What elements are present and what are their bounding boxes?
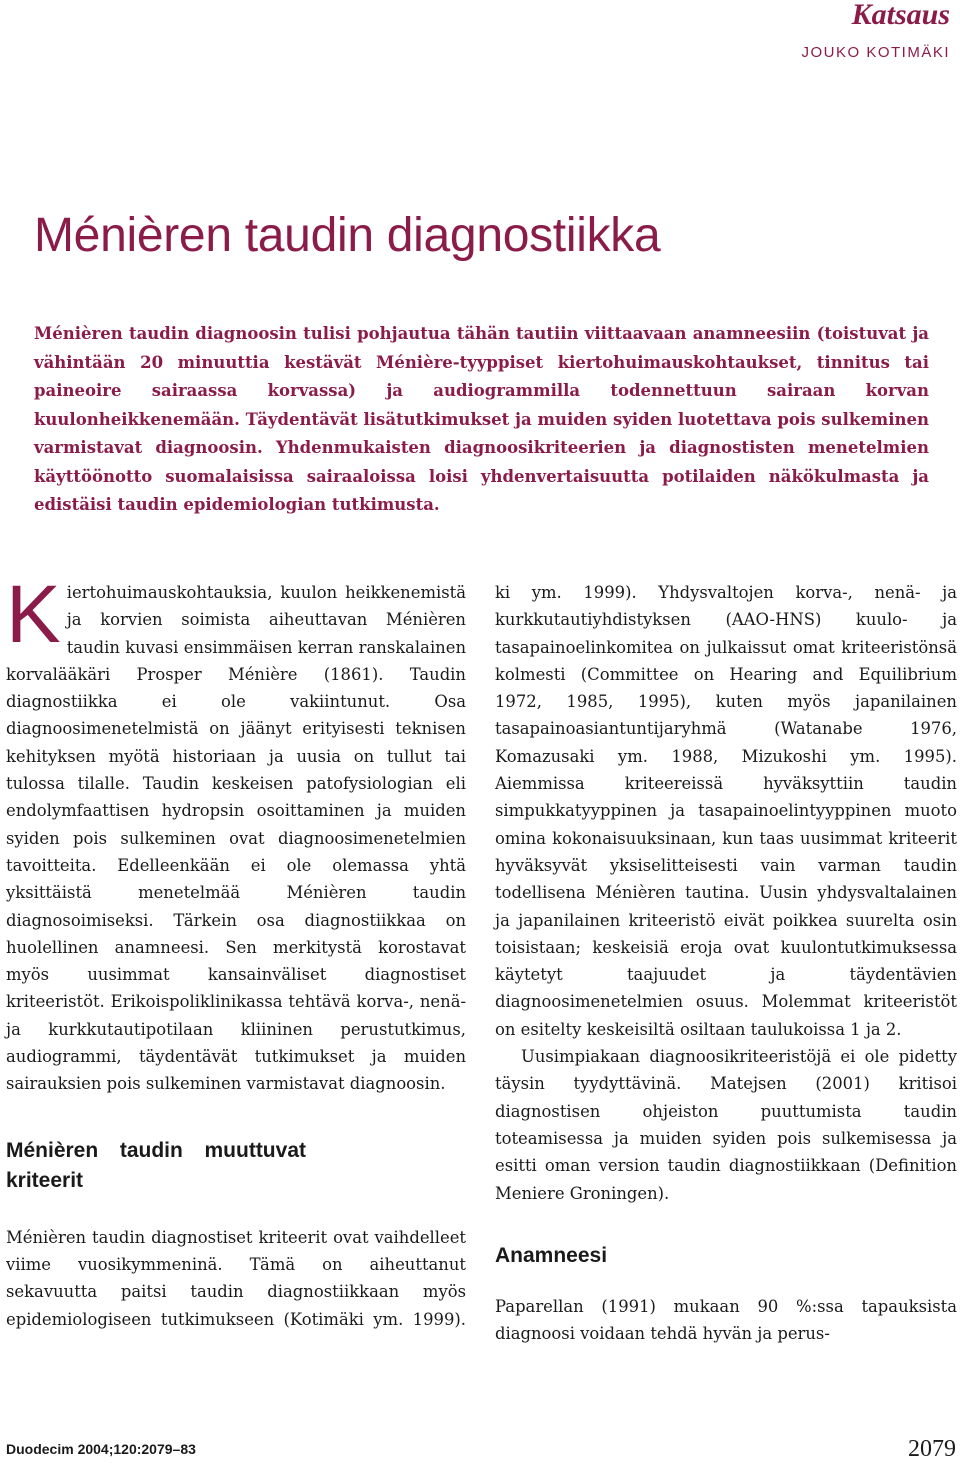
article-title: Ménièren taudin diagnostiikka [34,209,661,262]
intro-paragraph [6,569,466,1098]
criteria-paragraph: Ménièren taudin diagnostiset kriteerit ovat vaihdelleet viime vuosikymmeninä. Tämä on aiheuttanut sekavuutta paitsi taudin diagnostiikkaan myös epidemiologiseen tutkimukseen (Kotimäki ym. 1999). [6,1227,466,1329]
drop-cap: K [6,569,61,660]
subheading-criteria: Ménièren taudin muuttuvat kriteerit [6,1138,306,1192]
body-column-left [6,569,466,1332]
body-column-right [495,579,957,1347]
subheading-anamnesis: Anamneesi [495,1243,608,1267]
page-number: 2079 [908,1436,956,1462]
section-label: Katsaus [851,0,950,31]
intro-text: iertohuimauskohtauksia, kuulon heikkenemistä ja korvien soimista aiheuttavan Ménièren taudin kuvasi ensimmäisen kerran ranskalainen korvalääkäri Prosper Ménière (1861). Taudin diagnostiikka ei ole vakiintunut. Osa diagnoosimenetelmistä on jäänyt erityisesti teknisen kehityksen myötä historiaan ja uusia on tullut tai tulossa tilalle. Taudin keskeisen patofysiologian eli endolymfaattisen hydropsin osoittaminen ja muiden syiden pois sulkeminen ovat diagnoosimenetelmien tavoitteita. Edelleenkään ei ole olemassa yhtä yksittäistä menetelmää Ménièren taudin diagnosoimiseksi. Tärkein osa diagnostiikkaa on huolellinen anamneesi. Sen merkitystä korostavat myös uusimmat kansainväliset diagnostiset kriteeristöt. Erikoispoliklinikassa tehtävä korva-, nenä- ja kurkkutautipotilaan kliininen perustutkimus, audiogrammi, täydentävät tutkimukset ja muiden sairauksien pois sulkeminen varmistavat diagnoosin. [6,583,466,1094]
abstract: Ménièren taudin diagnoosin tulisi pohjautua tähän tautiin viittaavaan anamneesiin (toistuvat ja vähintään 20 minuuttia kestävät Ménière-tyyppiset kiertohuimauskohtaukset, tinnitus tai paineoire sairaassa korvassa) ja audiogrammilla todennettuun sairaan korvan kuulonheikkenemään. Täydentävät lisätutkimukset ja muiden syiden luotettava pois sulkeminen varmistavat diagnoosin. Yhdenmukaisten diagnoosikriteerien ja diagnostisten menetelmien käyttöönotto suomalaisissa sairaaloissa loisi yhdenvertaisuutta potilaiden näkökulmasta ja edistäisi taudin epidemiologian tutkimusta. [34,324,929,514]
footer-citation: Duodecim 2004;120:2079–83 [6,1441,196,1457]
author-name: JOUKO KOTIMÄKI [801,44,950,61]
criteria-paragraph-continued: ki ym. 1999). Yhdysvaltojen korva-, nenä- ja kurkkutautiyhdistyksen (AAO-HNS) kuulo- ja tasapainoelinkomitea on julkaissut omat kriteeristönsä kolmesti (Committee on Hearing and Equilibrium 1972, 1985, 1995), kuten myös japanilainen tasapainoasiantuntijaryhmä (Watanabe 1976, Komazusaki ym. 1988, Mizukoshi ym. 1995). Aiemmissa kriteereissä hyväksyttiin taudin simpukkatyyppinen ja tasapainoelintyyppinen muoto omina kokonaisuuksinaan, kun taas uusimmat kriteerit hyväksyvät yksiselitteisesti vain varman taudin todellisena Ménièren tautina. Uusin yhdysvaltalainen ja japanilainen kriteeristö eivät poikkea suurelta osin toisistaan; keskeisiä eroja ovat kuulontutkimuksessa käytetyt taajuudet ja täydentävien diagnoosimenetelmien osuus. Molemmat kriteeristöt on esitelty keskeisiltä osiltaan taulukoissa 1 ja 2. [495,583,957,1039]
anamnesis-paragraph: Paparellan (1991) mukaan 90 %:ssa tapauksista diagnoosi voidaan tehdä hyvän ja perus- [495,1296,957,1344]
criteria-critique-paragraph: Uusimpiakaan diagnoosikriteeristöjä ei ole pidetty täysin tyydyttävinä. Matejsen (2001) kritisoi diagnostisen ohjeiston puuttumista taudin toteamisessa ja muiden syiden pois sulkemisessa ja esitti oman version taudin diagnostiikkaan (Definition Meniere Groningen). [495,1047,957,1203]
